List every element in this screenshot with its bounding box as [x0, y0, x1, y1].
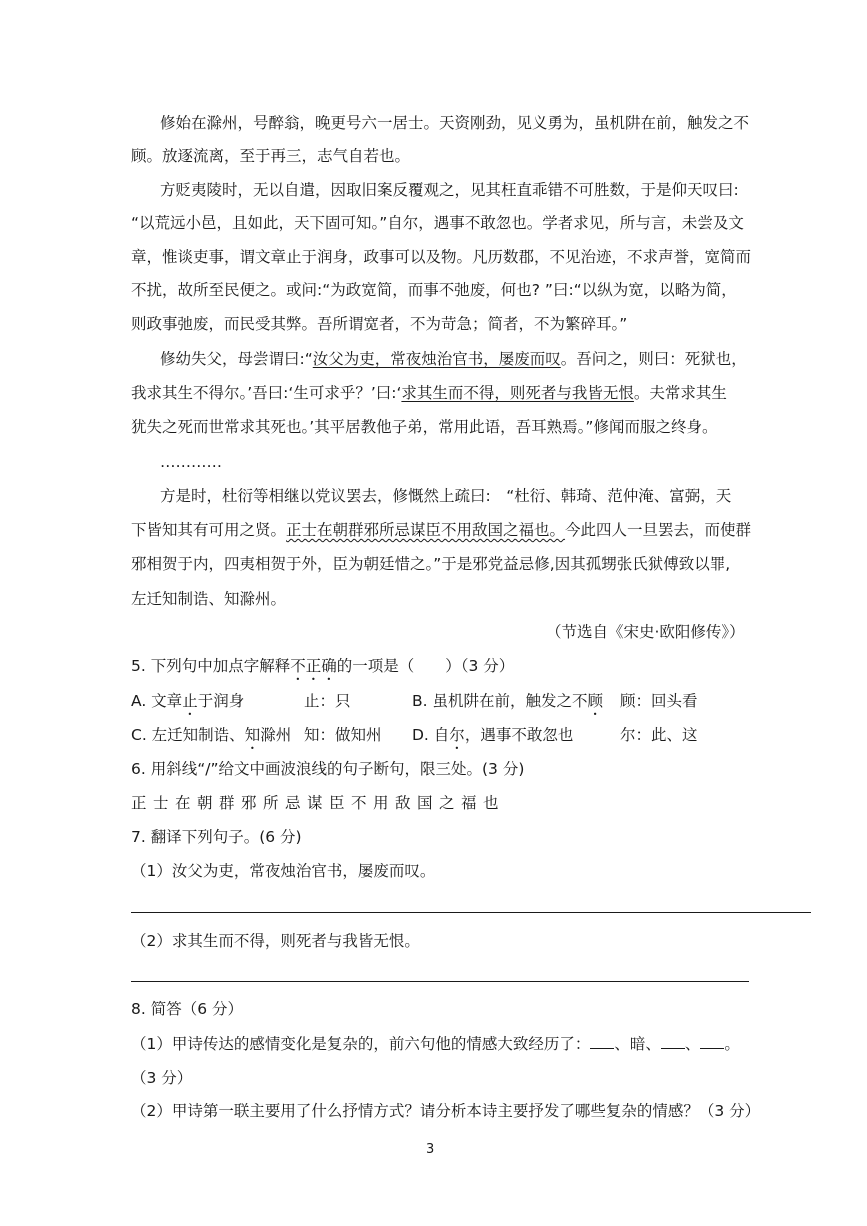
- question-8: 8. 简答（6 分）: [131, 1000, 244, 1018]
- question-6: 6. 用斜线“/”给文中画波浪线的句子断句，限三处。(3 分): [131, 760, 525, 778]
- text: 。: [724, 1035, 740, 1053]
- underlined-sentence-1: 汝父为吏，常夜烛治官书，屡废而叹: [312, 350, 561, 368]
- text: ，遇事不敢忽也: [464, 726, 574, 744]
- answer-blank[interactable]: [590, 1034, 614, 1049]
- dotted-char: 尔: [449, 726, 465, 744]
- passage-p2-line3: 章，惟谈吏事，谓文章止于润身，政事可以及物。凡历数郡，不见治迹，不求声誉，宽简而: [131, 248, 752, 266]
- sentence-char: 不: [351, 794, 367, 812]
- question-6-characters: [131, 793, 505, 813]
- passage-p4-line1: 方是时，杜衍等相继以党议罢去，修慨然上疏曰: “杜衍、韩琦、范仲淹、富弼，天: [160, 487, 732, 505]
- text: 下皆知其有可用之贤。: [131, 521, 287, 539]
- sentence-char: 邪: [241, 794, 257, 812]
- text: 5. 下列句中加点字解释: [131, 657, 291, 675]
- answer-line[interactable]: [131, 912, 811, 913]
- passage-ellipsis: …………: [160, 453, 222, 471]
- question-7: 7. 翻译下列句子。(6 分): [131, 828, 302, 846]
- option-b-explanation: 顾：回头看: [620, 692, 698, 710]
- text: 滁州: [260, 726, 292, 744]
- text: 今此四人一旦罢去，而使群: [565, 521, 752, 539]
- passage-p2-line1: 方贬夷陵时，无以自遣，因取旧案反覆观之，见其枉直乖错不可胜数，于是仰天叹曰:: [160, 181, 739, 199]
- text: 、: [684, 1035, 701, 1053]
- passage-p2-line4: 不扰，故所至民便之。或问:“为政宽简，而事不弛废，何也? ”曰:“以纵为宽，以略为简，: [131, 281, 737, 299]
- passage-p3-line2: [131, 383, 727, 403]
- text: 。吾问之，则曰：死狱也，: [560, 350, 747, 368]
- sentence-char: 臣: [329, 794, 345, 812]
- text: 的一项是（ ）（3 分）: [336, 657, 515, 675]
- sentence-char: 谋: [307, 794, 323, 812]
- page-number: 3: [426, 1142, 435, 1157]
- question-7-part-1: （1）汝父为吏，常夜烛治官书，屡废而叹。: [131, 862, 436, 880]
- sentence-char: 士: [153, 794, 169, 812]
- option-b: [412, 691, 603, 719]
- sentence-char: 敌: [395, 794, 411, 812]
- sentence-char: 也: [483, 794, 499, 812]
- passage-p3-line3: 犹失之死而世常求其死也。’其平居教他子弟，常用此语，吾耳熟焉。”修闻而服之终身。: [131, 418, 718, 436]
- passage-p4-line4: 左迁知制诰、知滁州。: [131, 590, 287, 608]
- sentence-char: 朝: [197, 794, 213, 812]
- dotted-char: 知: [244, 726, 261, 744]
- text: 修幼失父，母尝谓曰:“: [160, 350, 313, 368]
- wavy-underlined-sentence: 正士在朝群邪所忌谋臣不用敌国之福也。: [286, 521, 566, 539]
- answer-blank[interactable]: [661, 1034, 685, 1049]
- text: B. 虽机阱在前，触发之不: [412, 692, 588, 710]
- option-c: [131, 725, 291, 753]
- sentence-char: 福: [461, 794, 477, 812]
- option-a-explanation: 止：只: [304, 692, 351, 710]
- question-7-part-2: （2）求其生而不得，则死者与我皆无恨。: [131, 932, 420, 950]
- text: 、暗、: [614, 1035, 661, 1053]
- option-c-explanation: 知：做知州: [304, 726, 382, 744]
- dotted-text: 不正确: [290, 657, 337, 675]
- text: （1）甲诗传达的感情变化是复杂的，前六句他的情感大致经历了：: [131, 1035, 591, 1053]
- passage-p4-line3: 邪相贺于内，四夷相贺于外，臣为朝廷惜之。”于是邪党益忌修,因其孤甥张氏狱傅致以罪,: [131, 555, 731, 573]
- dotted-char: 顾: [587, 692, 604, 710]
- passage-p4-line2: [131, 520, 751, 540]
- dotted-char: 止: [182, 692, 198, 710]
- passage-p3-line1: [160, 349, 747, 369]
- question-8-part-1-score: （3 分）: [131, 1069, 193, 1087]
- passage-p1-line2: 顾。放逐流离，至于再三，志气自若也。: [131, 147, 411, 165]
- sentence-char: 群: [219, 794, 235, 812]
- passage-p1-line1: 修始在滁州，号醉翁，晚更号六一居士。天资刚劲，见义勇为，虽机阱在前，触发之不: [160, 114, 750, 132]
- sentence-char: 国: [417, 794, 433, 812]
- text: 。夫常求其生: [633, 384, 727, 402]
- sentence-char: 在: [175, 794, 191, 812]
- underlined-sentence-2: 求其生而不得，则死者与我皆无恨: [401, 384, 634, 402]
- passage-source: （节选自《宋史·欧阳修传》）: [546, 623, 745, 641]
- sentence-char: 之: [439, 794, 455, 812]
- question-5: [131, 656, 514, 684]
- answer-line[interactable]: [131, 981, 749, 982]
- answer-blank[interactable]: [700, 1034, 724, 1049]
- passage-p2-line5: 则政事弛废，而民受其弊。吾所谓宽者，不为苛急；简者，不为繁碎耳。”: [131, 315, 628, 333]
- option-a: [131, 691, 244, 719]
- question-8-part-1: [131, 1034, 740, 1054]
- option-d-explanation: 尔：此、这: [620, 726, 698, 744]
- passage-p2-line2: “以荒远小邑，且如此，天下固可知。”自尔，遇事不敢忽也。学者求见，所与言，未尝及文: [131, 214, 744, 232]
- text: 我求其生不得尔。’吾曰:‘生可求乎？’曰:‘: [131, 384, 402, 402]
- sentence-char: 正: [131, 794, 147, 812]
- sentence-char: 所: [263, 794, 279, 812]
- sentence-char: 用: [373, 794, 389, 812]
- text: C. 左迁知制诰、: [131, 726, 245, 744]
- question-8-part-2: （2）甲诗第一联主要用了什么抒情方式？请分析本诗主要抒发了哪些复杂的情感？（3 分）: [131, 1102, 761, 1120]
- text: A. 文章: [131, 692, 183, 710]
- sentence-char: 忌: [285, 794, 301, 812]
- text: 于润身: [197, 692, 245, 710]
- option-d: [412, 725, 573, 753]
- text: D. 自: [412, 726, 450, 744]
